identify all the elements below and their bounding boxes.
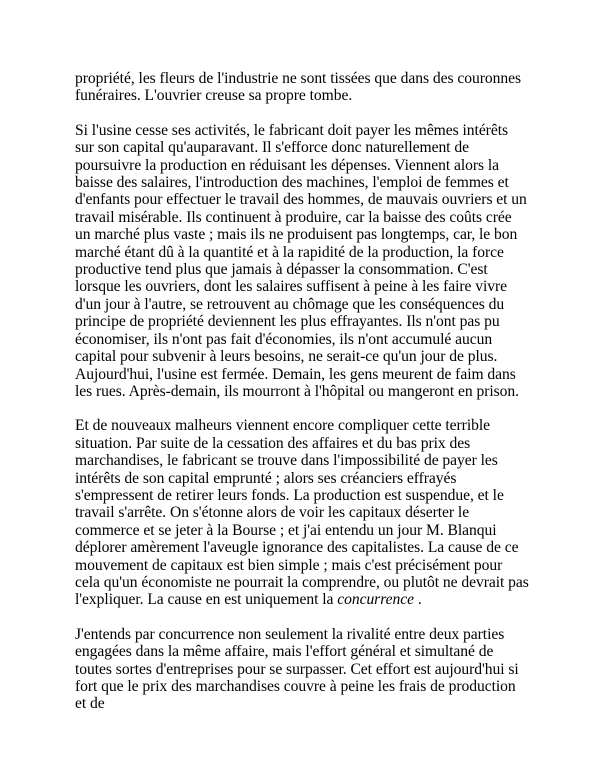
paragraph-3-text-before: Et de nouveaux malheurs viennent encore compliquer cette terrible situation. Par suite de la cessation des affaires et du bas prix des marchandises, le fabricant se trouve dans l'impossibilité de payer les intérêts de son capital emprunté ; alors ses créanciers effrayés s'empressent de retirer leurs fonds. La production est suspendue, et le travail s'arrête. On s'étonne alors de voir les capitaux déserter le commerce et se jeter à la Bourse ; et j'ai entendu un jour M. Blanqui déplorer amèrement l'aveugle ignorance des capitalistes. La cause de ce mouvement de capitaux est bien simple ; mais c'est précisément pour cela qu'un économiste ne pourrait la comprendre, ou plutôt ne devrait pas l'expliquer. La cause en est uniquement la <box>75 417 529 609</box>
paragraph-3-emphasis: concurrence <box>337 591 415 609</box>
paragraph-2: Si l'usine cesse ses activités, le fabricant doit payer les mêmes intérêts sur son capital qu'auparavant. Il s'efforce donc naturellement de poursuivre la production en réduisant les dépenses. Viennent alors la baisse des salaires, l'introduction des machines, l'emploi de femmes et d'enfants pour effectuer le travail des hommes, de mauvais ouvriers et un travail misérable. Ils continuent à produire, car la baisse des coûts crée un marché plus vaste ; mais ils ne produisent pas longtemps, car, le bon marché étant dû à la quantité et à la rapidité de la production, la force productive tend plus que jamais à dépasser la consommation. C'est lorsque les ouvriers, dont les salaires suffisent à peine à les faire vivre d'un jour à l'autre, se retrouvent au chômage que les conséquences du principe de propriété deviennent les plus effrayantes. Ils n'ont pas pu économiser, ils n'ont pas fait d'économies, ils n'ont accumulé aucun capital pour subvenir à leurs besoins, ne serait-ce qu'un jour de plus. Aujourd'hui, l'usine est fermée. Demain, les gens meurent de faim dans les rues. Après-demain, ils mourront à l'hôpital ou mangeront en prison. <box>75 121 527 400</box>
paragraph-3 <box>75 417 530 608</box>
paragraph-3-text-after: . <box>414 591 422 609</box>
paragraph-1: propriété, les fleurs de l'industrie ne sont tissées que dans des couronnes funéraires. L'ouvrier creuse sa propre tombe. <box>75 70 521 105</box>
paragraph-4: J'entends par concurrence non seulement la rivalité entre deux parties engagées dans la même affaire, mais l'effort général et simultané de toutes sortes d'entreprises pour se surpasser. Cet effort est aujourd'hui si fort que le prix des marchandises couvre à peine les frais de production et de <box>75 625 519 713</box>
